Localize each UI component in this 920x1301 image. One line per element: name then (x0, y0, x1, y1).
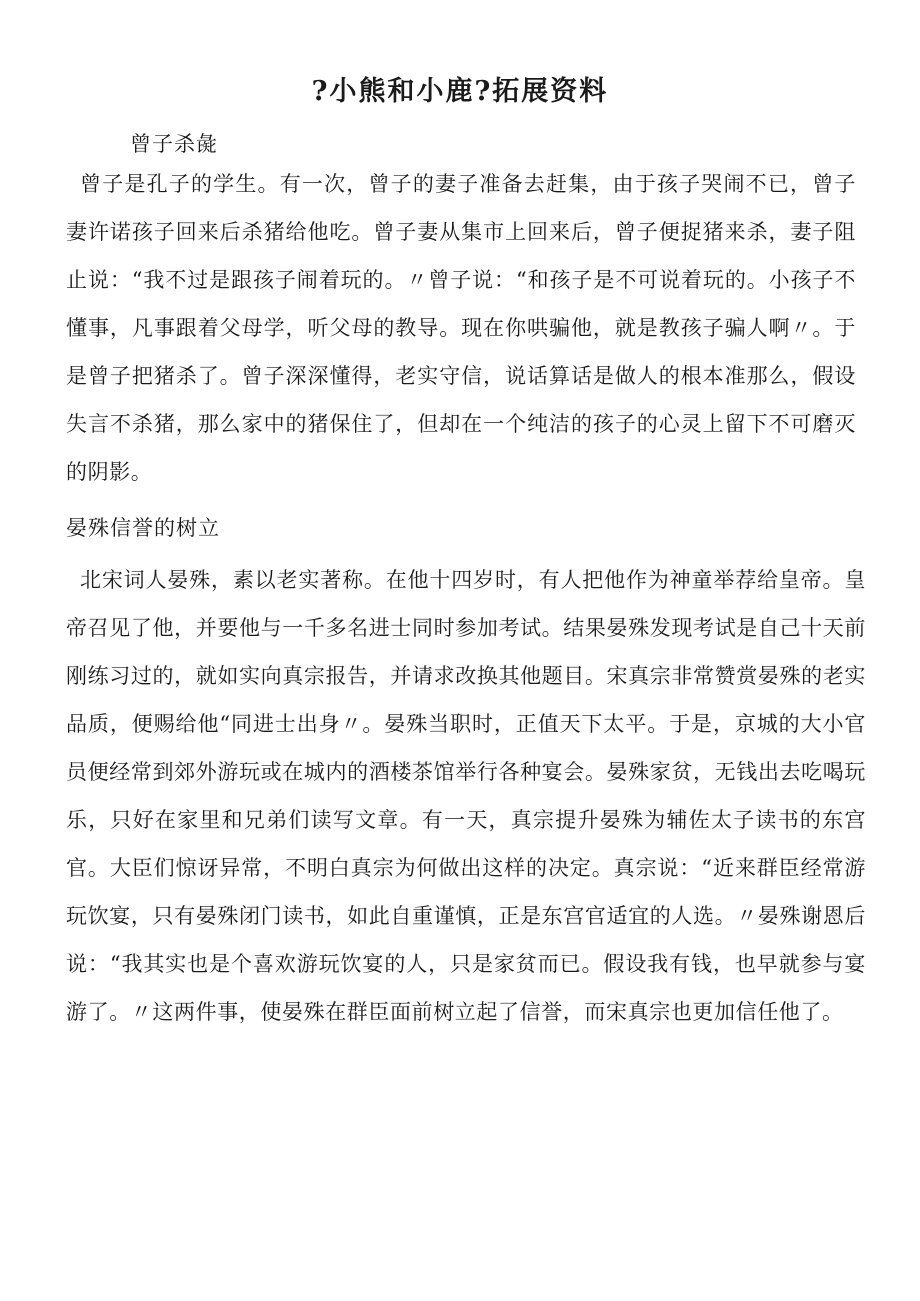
paragraph-zengzi: 曾子是孔子的学生。有一次，曾子的妻子准备去赶集，由于孩子哭闹不已，曾子妻许诺孩子回来后杀猪给他吃。曾子妻从集市上回来后，曾子便捉猪来杀，妻子阻止说：“我不过是跟孩子闹着玩的。〃曾子说：“和孩子是不可说着玩的。小孩子不懂事，凡事跟着父母学，听父母的教导。现在你哄骗他，就是教孩子骗人啊〃。于是曾子把猪杀了。曾子深深懂得，老实守信，说话算话是做人的根本准那么，假设失言不杀猪，那么家中的猪保住了，但却在一个纯洁的孩子的心灵上留下不可磨灭的阴影。 (66, 172, 856, 484)
section-heading-yanshu: 晏殊信誉的树立 (66, 516, 220, 540)
section-heading-zengzi: 曾子杀彘 (130, 132, 218, 156)
section-body-zengzi (66, 160, 856, 496)
document-title: ?小熊和小鹿?拓展资料 (311, 76, 609, 107)
paragraph-yanshu: 北宋词人晏殊，素以老实著称。在他十四岁时，有人把他作为神童举荐给皇帝。皇帝召见了他，并要他与一千多名进士同时参加考试。结果晏殊发现考试是自己十天前刚练习过的，就如实向真宗报告，并请求改换其他题目。宋真宗非常赞赏晏殊的老实品质，便赐给他“同进士出身〃。晏殊当职时，正值天下太平。于是，京城的大小官员便经常到郊外游玩或在城内的酒楼茶馆举行各种宴会。晏殊家贫，无钱出去吃喝玩乐，只好在家里和兄弟们读写文章。有一天，真宗提升晏殊为辅佐太子读书的东宫官。大臣们惊讶异常，不明白真宗为何做出这样的决定。真宗说：“近来群臣经常游玩饮宴，只有晏殊闭门读书，如此自重谨慎，正是东宫官适宜的人选。〃晏殊谢恩后说：“我其实也是个喜欢游玩饮宴的人，只是家贫而已。假设我有钱，也早就参与宴游了。〃这两件事，使晏殊在群臣面前树立起了信誉，而宋真宗也更加信任他了。 (66, 568, 866, 1024)
section-body-yanshu (66, 556, 866, 1036)
